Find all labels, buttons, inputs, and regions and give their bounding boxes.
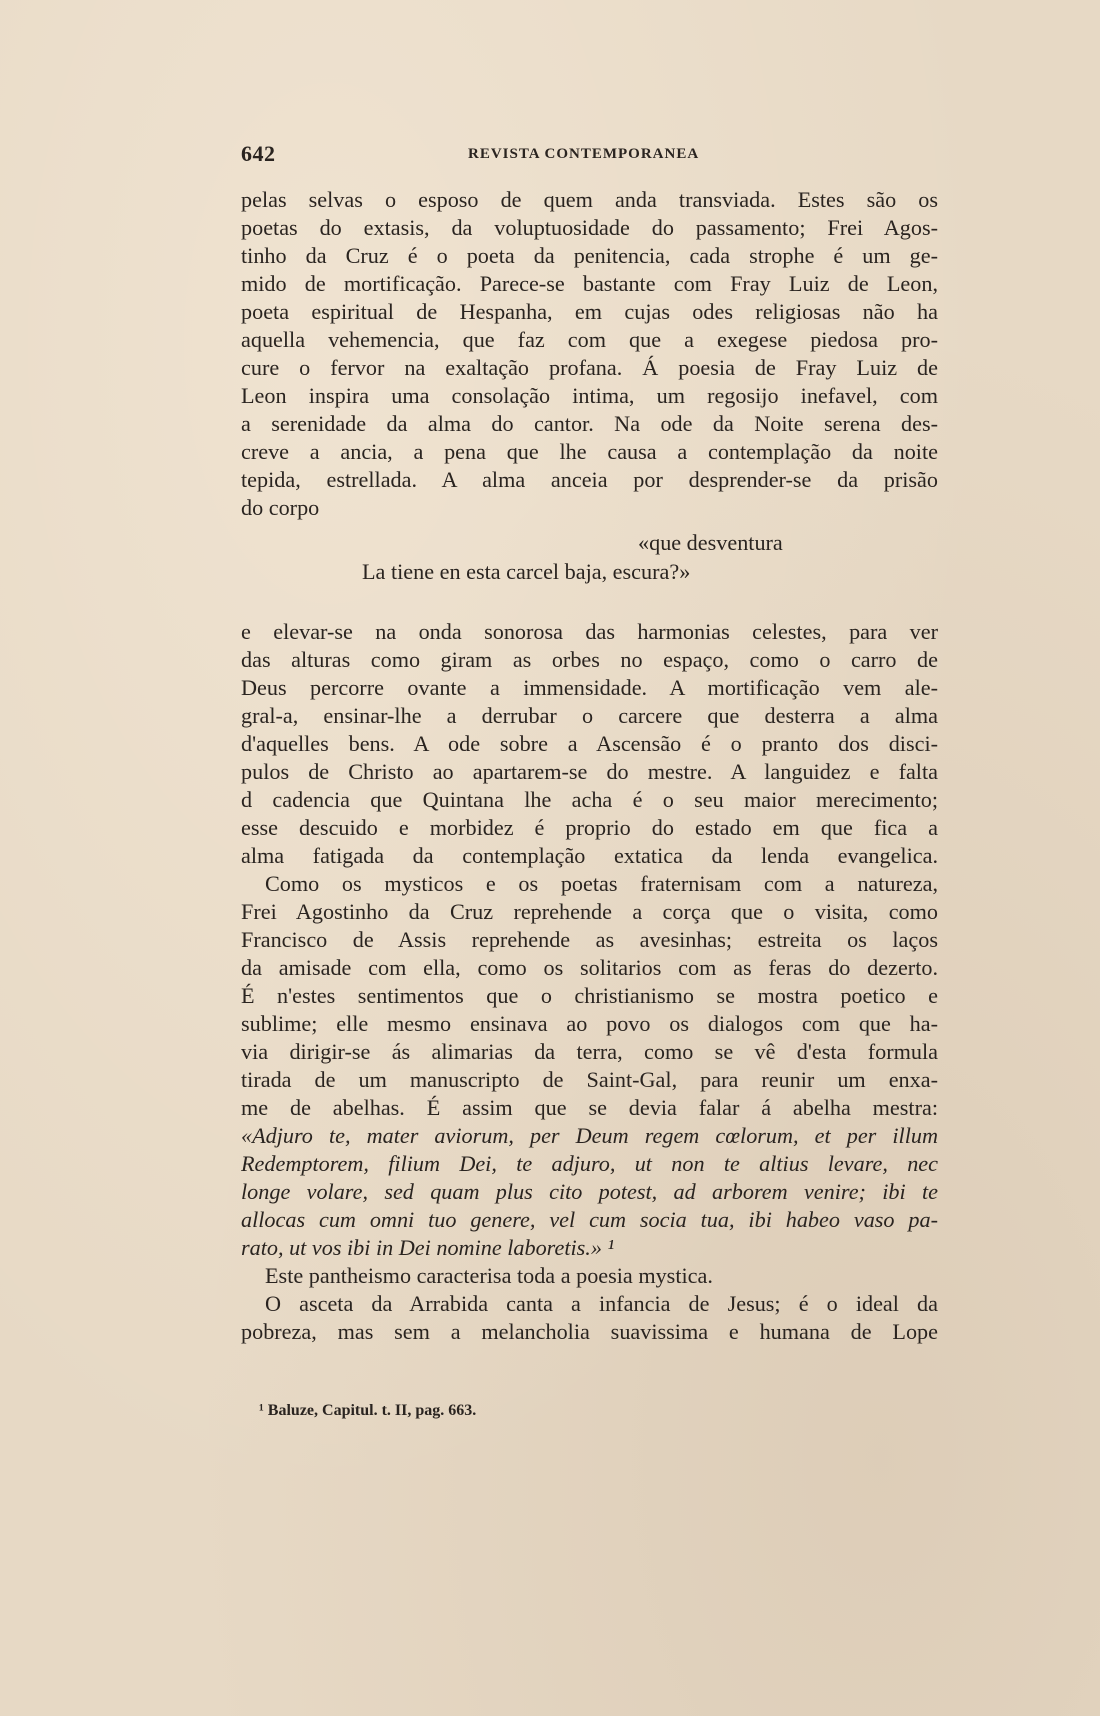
- text-line: É n'estes sentimentos que o christianismo se mostra poetico e: [241, 983, 938, 1008]
- text-line: d'aquelles bens. A ode sobre a Ascensão é o pranto dos disci-: [241, 731, 938, 756]
- main-text-top: [241, 186, 938, 522]
- text-line: tinho da Cruz é o poeta da penitencia, cada strophe é um ge-: [241, 243, 938, 268]
- text-line: me de abelhas. É assim que se devia falar á abelha mestra:: [241, 1095, 938, 1120]
- text-line: alma fatigada da contemplação extatica da lenda evangelica.: [241, 843, 938, 868]
- latin-quote-line: Redemptorem, filium Dei, te adjuro, ut non te altius levare, nec: [241, 1151, 938, 1176]
- latin-quote-line: allocas cum omni tuo genere, vel cum socia tua, ibi habeo vaso pa-: [241, 1207, 938, 1232]
- text-line: pulos de Christo ao apartarem-se do mestre. A languidez e falta: [241, 759, 938, 784]
- running-title: REVISTA CONTEMPORANEA: [468, 146, 700, 162]
- footnote: ¹ Baluze, Capitul. t. II, pag. 663.: [259, 1402, 477, 1419]
- text-line: pobreza, mas sem a melancholia suavissima e humana de Lope: [241, 1319, 938, 1344]
- text-line: tepida, estrellada. A alma anceia por desprender-se da prisão: [241, 467, 938, 492]
- text-line: sublime; elle mesmo ensinava ao povo os dialogos com que ha-: [241, 1011, 938, 1036]
- text-line: poetas do extasis, da voluptuosidade do passamento; Frei Agos-: [241, 215, 938, 240]
- text-line: do corpo: [241, 495, 320, 520]
- latin-quote-line: rato, ut vos ibi in Dei nomine laboretis.» ¹: [241, 1235, 615, 1260]
- latin-quote-line: «Adjuro te, mater aviorum, per Deum regem cœlorum, et per illum: [241, 1123, 938, 1148]
- text-line: gral-a, ensinar-lhe a derrubar o carcere que desterra a alma: [241, 703, 938, 728]
- text-line: d cadencia que Quintana lhe acha é o seu maior merecimento;: [241, 787, 938, 812]
- page-header: [241, 141, 941, 171]
- text-line: cure o fervor na exaltação profana. Á poesia de Fray Luiz de: [241, 355, 938, 380]
- text-line: poeta espiritual de Hespanha, em cujas odes religiosas não ha: [241, 299, 938, 324]
- text-line: O asceta da Arrabida canta a infancia de Jesus; é o ideal da: [265, 1291, 938, 1316]
- text-line: via dirigir-se ás alimarias da terra, como se vê d'esta formula: [241, 1039, 938, 1064]
- text-line: aquella vehemencia, que faz com que a exegese piedosa pro-: [241, 327, 938, 352]
- text-line: Como os mysticos e os poetas fraternisam com a natureza,: [265, 871, 938, 896]
- text-line: Deus percorre ovante a immensidade. A mortificação vem ale-: [241, 675, 938, 700]
- text-line: e elevar-se na onda sonorosa das harmonias celestes, para ver: [241, 619, 938, 644]
- text-line: Leon inspira uma consolação intima, um regosijo inefavel, com: [241, 383, 938, 408]
- verse-line: «que desventura: [638, 530, 783, 555]
- text-line: creve a ancia, a pena que lhe causa a contemplação da noite: [241, 439, 938, 464]
- text-line: da amisade com ella, como os solitarios com as feras do dezerto.: [241, 955, 938, 980]
- text-line: Frei Agostinho da Cruz reprehende a corça que o visita, como: [241, 899, 938, 924]
- text-line: das alturas como giram as orbes no espaço, como o carro de: [241, 647, 938, 672]
- text-line: tirada de um manuscripto de Saint-Gal, para reunir um enxa-: [241, 1067, 938, 1092]
- text-line: esse descuido e morbidez é proprio do estado em que fica a: [241, 815, 938, 840]
- text-line: Este pantheismo caracterisa toda a poesia mystica.: [265, 1263, 713, 1288]
- text-line: mido de mortificação. Parece-se bastante com Fray Luiz de Leon,: [241, 271, 938, 296]
- main-text-bottom: [241, 618, 938, 1346]
- text-line: a serenidade da alma do cantor. Na ode da Noite serena des-: [241, 411, 938, 436]
- latin-quote-line: longe volare, sed quam plus cito potest, ad arborem venire; ibi te: [241, 1179, 938, 1204]
- page-number: 642: [241, 141, 276, 166]
- text-line: Francisco de Assis reprehende as avesinhas; estreita os laços: [241, 927, 938, 952]
- text-line: pelas selvas o esposo de quem anda transviada. Estes são os: [241, 187, 938, 212]
- verse-line: La tiene en esta carcel baja, escura?»: [362, 559, 691, 584]
